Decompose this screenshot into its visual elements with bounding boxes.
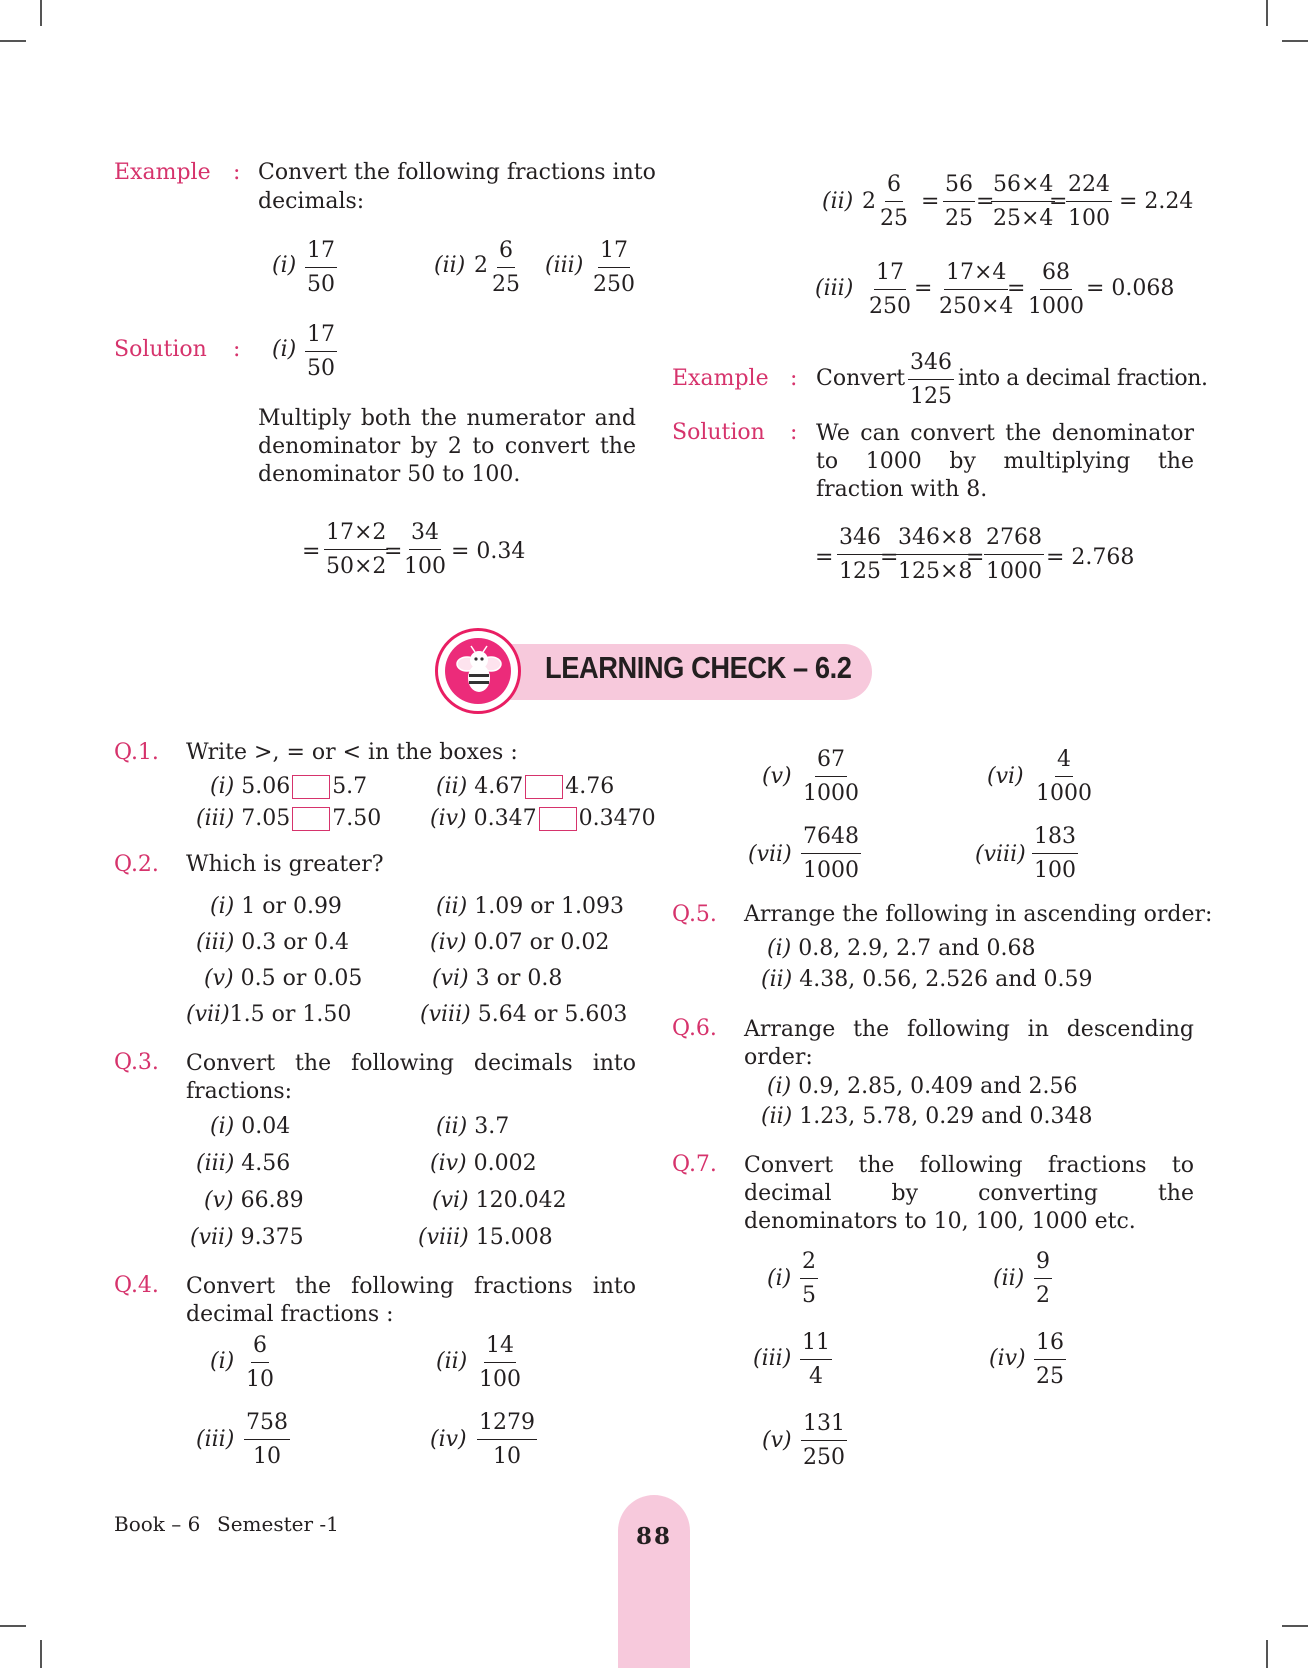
list-item (430, 1151, 537, 1176)
item-label: (ii) (761, 1104, 793, 1129)
numerator: 68 (1040, 262, 1072, 290)
equals-sign: = (1049, 189, 1068, 214)
item-label: (vii) (190, 1225, 234, 1250)
item-label: (iv) (430, 1427, 467, 1452)
item-label: (v) (762, 1428, 792, 1453)
item-label: (iv) (989, 1346, 1026, 1371)
item-text: 0.3 or 0.4 (241, 930, 350, 955)
denominator: 10 (493, 1444, 521, 1469)
colon: : (233, 337, 241, 362)
question-text: Arrange the following in ascending order: (744, 902, 1213, 927)
fraction (402, 522, 448, 578)
item-text: 15.008 (475, 1225, 553, 1250)
example-text: Convert the following fractions into (258, 160, 656, 185)
numerator: 6 (885, 174, 903, 202)
denominator: 25 (1036, 1364, 1064, 1389)
colon: : (233, 160, 241, 185)
equals-sign: = (880, 545, 899, 570)
solution-paragraph: We can convert the denominator to 1000 by multiplying the fraction with 8. (816, 421, 1194, 502)
denominator: 100 (1068, 206, 1110, 231)
item-label: (ii) (436, 1349, 468, 1374)
equals-sign: = (976, 189, 995, 214)
numerator: 6 (251, 1335, 269, 1363)
denominator: 250 (803, 1445, 845, 1470)
fraction (984, 527, 1044, 583)
answer-box[interactable] (539, 807, 577, 831)
equals-sign: = (815, 545, 834, 570)
item-text: 3.7 (474, 1114, 510, 1139)
fraction (1034, 749, 1094, 805)
equals-sign: = (384, 539, 403, 564)
denominator: 100 (479, 1367, 521, 1392)
fraction (943, 174, 975, 230)
equals-sign: = (921, 189, 940, 214)
item-label: (i) (210, 1349, 235, 1374)
value: 7.05 (241, 806, 291, 831)
value: 4.67 (474, 774, 524, 799)
numerator: 2768 (984, 527, 1044, 555)
fraction (801, 826, 861, 882)
item-text: 5.64 or 5.603 (477, 1002, 628, 1027)
list-item (210, 894, 342, 919)
numerator: 16 (1034, 1332, 1066, 1360)
solution-paragraph: Multiply both the numerator and denominator by 2 to convert the denominator 50 to 100. (258, 406, 636, 487)
question-text: Convert the following decimals into fractions: (186, 1051, 636, 1104)
item-text: 0.07 or 0.02 (473, 930, 610, 955)
item-label: (iii) (545, 253, 584, 278)
denominator: 50 (307, 272, 335, 297)
denominator: 1000 (803, 858, 859, 883)
fraction (837, 527, 883, 583)
question-text: Convert the following fractions into decimal fractions : (186, 1274, 636, 1327)
item-label: (iii) (196, 1151, 235, 1176)
item-text: 3 or 0.8 (475, 966, 563, 991)
item-label: (i) (210, 1114, 235, 1139)
compare-item (436, 774, 614, 799)
example-label: Example (114, 160, 211, 185)
value: 4.76 (565, 774, 615, 799)
question-number: Q.5. (672, 902, 717, 927)
fraction (1026, 262, 1086, 318)
solution-label: Solution (672, 420, 765, 445)
compare-item (430, 806, 656, 831)
fraction (878, 174, 910, 230)
item-text: 4.38, 0.56, 2.526 and 0.59 (799, 967, 1093, 992)
fraction (324, 522, 388, 578)
numerator: 346×8 (896, 527, 974, 555)
list-item (432, 1188, 567, 1213)
list-item (436, 1114, 509, 1139)
item-text: 0.5 or 0.05 (240, 966, 363, 991)
compare-item (196, 806, 381, 831)
numerator: 17×4 (944, 262, 1008, 290)
item-label: (ii) (761, 967, 793, 992)
list-item (430, 930, 609, 955)
example-text: into a decimal fraction. (958, 366, 1208, 391)
item-label: (ii) (993, 1266, 1025, 1291)
denominator: 125 (839, 559, 881, 584)
denominator: 10 (253, 1444, 281, 1469)
fraction (991, 174, 1055, 230)
numerator: 183 (1032, 826, 1078, 854)
list-item (190, 1225, 304, 1250)
crop-mark (1282, 1625, 1308, 1627)
item-label: (i) (210, 894, 235, 919)
list-item (761, 1104, 1093, 1129)
numerator: 2 (800, 1251, 818, 1279)
fraction (244, 1335, 276, 1391)
example-label: Example (672, 366, 769, 391)
colon: : (790, 420, 798, 445)
question-number: Q.4. (114, 1273, 159, 1298)
denominator: 1000 (1036, 781, 1092, 806)
item-text: 0.04 (241, 1114, 291, 1139)
fraction (908, 352, 954, 408)
fraction (490, 240, 522, 296)
numerator: 14 (484, 1335, 516, 1363)
numerator: 17 (874, 262, 906, 290)
item-label: (v) (204, 1188, 234, 1213)
item-text: 0.9, 2.85, 0.409 and 2.56 (798, 1074, 1078, 1099)
denominator: 100 (404, 554, 446, 579)
item-label: (i) (767, 936, 792, 961)
fraction (800, 1251, 818, 1307)
item-label: (v) (204, 966, 234, 991)
denominator: 25 (945, 206, 973, 231)
item-text: 1.09 or 1.093 (474, 894, 624, 919)
item-text: 120.042 (475, 1188, 567, 1213)
crop-mark (0, 1625, 26, 1627)
item-label: (ii) (436, 1114, 468, 1139)
item-label: (iii) (753, 1346, 792, 1371)
numerator: 17×2 (324, 522, 388, 550)
item-text: 0.8, 2.9, 2.7 and 0.68 (798, 936, 1036, 961)
list-item (767, 936, 1035, 961)
denominator: 25×4 (993, 206, 1054, 231)
denominator: 4 (809, 1364, 823, 1389)
item-label: (ii) (434, 253, 466, 278)
fraction (800, 1332, 832, 1388)
list-item (418, 1225, 553, 1250)
item-label: (iv) (430, 930, 467, 955)
item-text: 4.56 (241, 1151, 291, 1176)
list-item (196, 930, 349, 955)
item-label: (iv) (430, 806, 467, 831)
numerator: 17 (305, 240, 337, 268)
item-label: (iv) (430, 1151, 467, 1176)
fraction (591, 240, 637, 296)
question-number: Q.3. (114, 1050, 159, 1075)
equals-sign: = (1007, 276, 1026, 301)
banner-title: LEARNING CHECK – 6.2 (545, 650, 852, 685)
result: = 0.068 (1086, 276, 1175, 301)
question-text: Convert the following fractions to decimal by converting the denominators to 10, 100, 1000 etc. (744, 1153, 1194, 1234)
denominator: 1000 (1028, 294, 1084, 319)
colon: : (790, 366, 798, 391)
value: 5.7 (332, 774, 368, 799)
item-label: (iii) (196, 1427, 235, 1452)
list-item (436, 894, 624, 919)
numerator: 7648 (801, 826, 861, 854)
answer-box[interactable] (525, 775, 563, 799)
numerator: 6 (497, 240, 515, 268)
value: 0.347 (473, 806, 537, 831)
numerator: 758 (244, 1412, 290, 1440)
equals-sign: = (914, 276, 933, 301)
whole-number: 2 (862, 189, 876, 214)
equals-sign: = (966, 545, 985, 570)
equals-sign: = (302, 539, 321, 564)
denominator: 50 (307, 356, 335, 381)
question-number: Q.1. (114, 740, 159, 765)
item-text: 9.375 (240, 1225, 304, 1250)
solution-label: Solution (114, 337, 207, 362)
denominator: 25 (492, 272, 520, 297)
crop-mark (1266, 0, 1268, 26)
footer-semester: Semester -1 (217, 1512, 339, 1536)
numerator: 4 (1055, 749, 1073, 777)
footer-book: Book – 6 (114, 1512, 201, 1536)
numerator: 67 (815, 749, 847, 777)
numerator: 1279 (477, 1412, 537, 1440)
item-label: (i) (767, 1266, 792, 1291)
question-text: Arrange the following in descending order: (744, 1017, 1194, 1070)
numerator: 224 (1066, 174, 1112, 202)
list-item (204, 1188, 304, 1213)
item-label: (iii) (815, 276, 854, 301)
item-label: (i) (272, 337, 297, 362)
item-text: 1.23, 5.78, 0.29 and 0.348 (799, 1104, 1093, 1129)
list-item (204, 966, 362, 991)
fraction (305, 324, 337, 380)
question-number: Q.6. (672, 1016, 717, 1041)
crop-mark (40, 1640, 42, 1668)
numerator: 34 (409, 522, 441, 550)
fraction (867, 262, 913, 318)
page-number-tab (618, 1495, 690, 1668)
item-label: (ii) (822, 189, 854, 214)
item-label: (v) (762, 764, 792, 789)
numerator: 17 (305, 324, 337, 352)
denominator: 250×4 (939, 294, 1014, 319)
result: = 2.24 (1119, 189, 1194, 214)
result: = 2.768 (1046, 545, 1135, 570)
item-text: 1 or 0.99 (241, 894, 342, 919)
item-label: (vi) (987, 764, 1024, 789)
numerator: 9 (1034, 1251, 1052, 1279)
item-label: (viii) (420, 1002, 471, 1027)
denominator: 125×8 (898, 559, 973, 584)
list-item (196, 1151, 290, 1176)
fraction (937, 262, 1015, 318)
answer-box[interactable] (292, 807, 330, 831)
value: 5.06 (241, 774, 291, 799)
item-label: (viii) (418, 1225, 469, 1250)
list-item (767, 1074, 1077, 1099)
value: 0.3470 (578, 806, 656, 831)
numerator: 17 (598, 240, 630, 268)
fraction (801, 1413, 847, 1469)
denominator: 100 (1034, 858, 1076, 883)
example-text: decimals: (258, 189, 365, 214)
question-number: Q.7. (672, 1152, 717, 1177)
denominator: 50×2 (326, 554, 387, 579)
denominator: 250 (869, 294, 911, 319)
item-label: (vii) (186, 1002, 230, 1027)
denominator: 250 (593, 272, 635, 297)
bee-icon (453, 644, 505, 698)
denominator: 1000 (803, 781, 859, 806)
item-text: 0.002 (473, 1151, 537, 1176)
item-label: (iii) (196, 806, 235, 831)
page-number: 88 (635, 1523, 672, 1550)
list-item (761, 967, 1093, 992)
item-label: (ii) (436, 774, 468, 799)
question-text: Write >, = or < in the boxes : (186, 740, 518, 765)
numerator: 56 (943, 174, 975, 202)
fraction (477, 1335, 523, 1391)
list-item (186, 1002, 351, 1027)
item-label: (i) (210, 774, 235, 799)
fraction (801, 749, 861, 805)
crop-mark (1266, 1640, 1268, 1668)
item-label: (vii) (748, 842, 792, 867)
question-text: Which is greater? (186, 852, 384, 877)
numerator: 56×4 (991, 174, 1055, 202)
denominator: 2 (1036, 1283, 1050, 1308)
item-text: 1.5 or 1.50 (229, 1002, 352, 1027)
fraction (1034, 1251, 1052, 1307)
example-text: Convert (816, 366, 906, 391)
result: = 0.34 (451, 539, 526, 564)
item-label: (ii) (436, 894, 468, 919)
list-item (432, 966, 562, 991)
fraction (896, 527, 974, 583)
denominator: 5 (802, 1283, 816, 1308)
fraction (305, 240, 337, 296)
question-number: Q.2. (114, 852, 159, 877)
value: 7.50 (332, 806, 382, 831)
fraction (477, 1412, 537, 1468)
numerator: 131 (801, 1413, 847, 1441)
fraction (1034, 1332, 1066, 1388)
item-label: (vi) (432, 966, 469, 991)
item-text: 66.89 (240, 1188, 304, 1213)
denominator: 25 (880, 206, 908, 231)
numerator: 346 (837, 527, 883, 555)
denominator: 10 (246, 1367, 274, 1392)
numerator: 11 (800, 1332, 832, 1360)
item-label: (i) (767, 1074, 792, 1099)
crop-mark (0, 40, 26, 42)
crop-mark (40, 0, 42, 26)
list-item (420, 1002, 627, 1027)
denominator: 125 (910, 384, 952, 409)
denominator: 1000 (986, 559, 1042, 584)
fraction (244, 1412, 290, 1468)
item-label: (iii) (196, 930, 235, 955)
item-label: (vi) (432, 1188, 469, 1213)
item-label: (i) (272, 253, 297, 278)
item-label: (viii) (975, 842, 1026, 867)
whole-number: 2 (474, 253, 488, 278)
crop-mark (1282, 40, 1308, 42)
numerator: 346 (908, 352, 954, 380)
answer-box[interactable] (292, 775, 330, 799)
compare-item (210, 774, 367, 799)
fraction (1032, 826, 1078, 882)
list-item (210, 1114, 290, 1139)
fraction (1066, 174, 1112, 230)
